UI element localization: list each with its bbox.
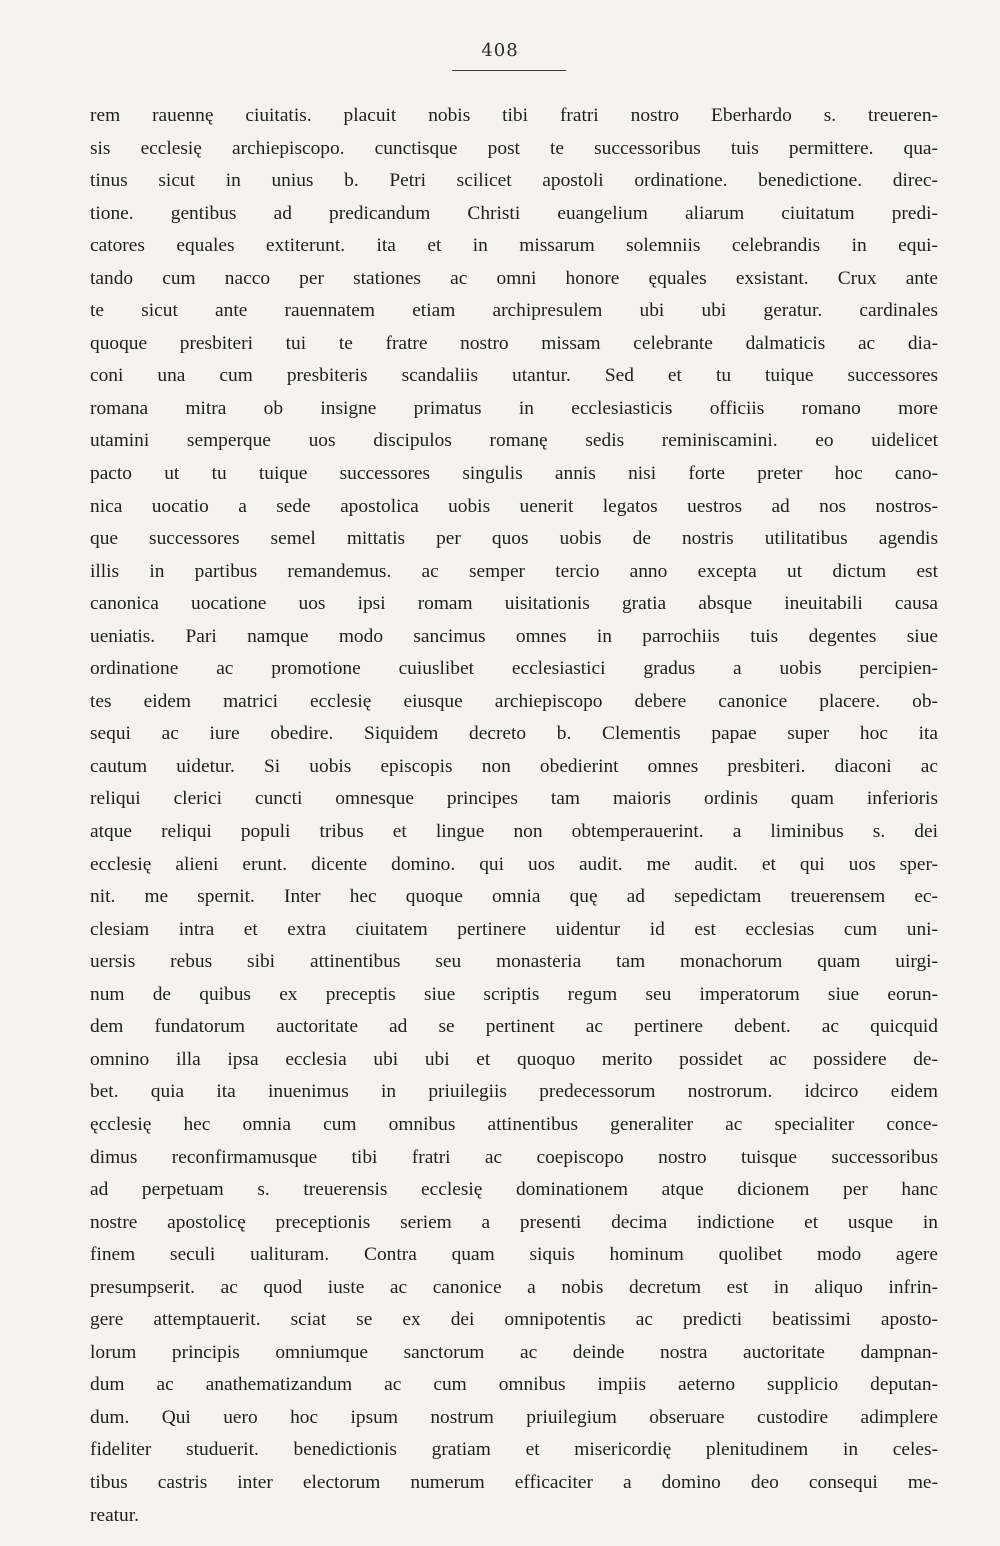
text-line: omnino illa ipsa ecclesia ubi ubi et quoquo merito possidet ac possidere de- <box>90 1048 938 1070</box>
text-line: quoque presbiteri tui te fratre nostro missam celebrante dalmaticis ac dia- <box>90 332 938 354</box>
text-line: num de quibus ex preceptis siue scriptis regum seu imperatorum siue eorun- <box>90 983 938 1005</box>
text-line: ecclesię alieni erunt. dicente domino. qui uos audit. me audit. et qui uos sper- <box>90 853 938 875</box>
text-line: gere attemptauerit. sciat se ex dei omnipotentis ac predicti beatissimi aposto- <box>90 1309 938 1331</box>
text-line: tando cum nacco per stationes ac omni honore ęquales exsistant. Crux ante <box>90 267 938 289</box>
text-line: bet. quia ita inuenimus in priuilegiis predecessorum nostrorum. idcirco eidem <box>90 1081 938 1103</box>
text-line: lorum principis omniumque sanctorum ac deinde nostra auctoritate dampnan- <box>90 1341 938 1363</box>
text-line: dum ac anathematizandum ac cum omnibus impiis aeterno supplicio deputan- <box>90 1374 938 1396</box>
text-line: te sicut ante rauennatem etiam archipresulem ubi ubi geratur. cardinales <box>90 300 938 322</box>
text-line: tinus sicut in unius b. Petri scilicet apostoli ordinatione. benedictione. direc- <box>90 170 938 192</box>
text-line: nica uocatio a sede apostolica uobis uenerit legatos uestros ad nos nostros- <box>90 495 938 517</box>
text-line: reliqui clerici cuncti omnesque principes tam maioris ordinis quam inferioris <box>90 788 938 810</box>
text-line: nit. me spernit. Inter hec quoque omnia quę ad sepedictam treuerensem ec- <box>90 886 938 908</box>
text-line: utamini semperque uos discipulos romanę sedis reminiscamini. eo uidelicet <box>90 430 938 452</box>
text-line: ęcclesię hec omnia cum omnibus attinentibus generaliter ac specialiter conce- <box>90 1113 938 1135</box>
text-line: tibus castris inter electorum numerum efficaciter a domino deo consequi me- <box>90 1471 938 1493</box>
text-line: uersis rebus sibi attinentibus seu monasteria tam monachorum quam uirgi- <box>90 951 938 973</box>
text-line: nostre apostolicę preceptionis seriem a presenti decima indictione et usque in <box>90 1211 938 1233</box>
text-line: clesiam intra et extra ciuitatem pertinere uidentur id est ecclesias cum uni- <box>90 918 938 940</box>
text-line: dimus reconfirmamusque tibi fratri ac coepiscopo nostro tuisque successoribus <box>90 1146 938 1168</box>
text-line: ueniatis. Pari namque modo sancimus omnes in parrochiis tuis degentes siue <box>90 625 938 647</box>
text-line: coni una cum presbiteris scandaliis utantur. Sed et tu tuique successores <box>90 365 938 387</box>
page-number: 408 <box>481 40 519 61</box>
text-line: ordinatione ac promotione cuiuslibet ecclesiastici gradus a uobis percipien- <box>90 658 938 680</box>
text-line: canonica uocatione uos ipsi romam uisitationis gratia absque ineuitabili causa <box>90 593 938 615</box>
text-line: rem rauennę ciuitatis. placuit nobis tibi fratri nostro Eberhardo s. treueren- <box>90 105 938 126</box>
header-rule <box>452 70 566 71</box>
text-line: sequi ac iure obedire. Siquidem decreto b. Clementis papae super hoc ita <box>90 723 938 745</box>
text-line: cautum uidetur. Si uobis episcopis non obedierint omnes presbiteri. diaconi ac <box>90 755 938 777</box>
text-line: dem fundatorum auctoritate ad se pertinent ac pertinere debent. ac quicquid <box>90 1016 938 1038</box>
text-line: finem seculi ualituram. Contra quam siquis hominum quolibet modo agere <box>90 1244 938 1266</box>
text-line: tes eidem matrici ecclesię eiusque archiepiscopo debere canonice placere. ob- <box>90 690 938 712</box>
text-line: illis in partibus remandemus. ac semper tercio anno excepta ut dictum est <box>90 560 938 582</box>
text-line: reatur. <box>90 1504 139 1526</box>
text-line: que successores semel mittatis per quos uobis de nostris utilitatibus agendis <box>90 528 938 550</box>
text-line: fideliter studuerit. benedictionis gratiam et misericordię plenitudinem in celes- <box>90 1439 938 1461</box>
text-line: catores equales extiterunt. ita et in missarum solemniis celebrandis in equi- <box>90 235 938 257</box>
text-line: tione. gentibus ad predicandum Christi euangelium aliarum ciuitatum predi- <box>90 202 938 224</box>
body-text <box>90 100 938 1532</box>
text-line: pacto ut tu tuique successores singulis annis nisi forte preter hoc cano- <box>90 463 938 485</box>
text-line: dum. Qui uero hoc ipsum nostrum priuilegium obseruare custodire adimplere <box>90 1406 938 1428</box>
text-line: romana mitra ob insigne primatus in ecclesiasticis officiis romano more <box>90 397 938 419</box>
text-line: ad perpetuam s. treuerensis ecclesię dominationem atque dicionem per hanc <box>90 1179 938 1201</box>
text-line: atque reliqui populi tribus et lingue non obtemperauerint. a liminibus s. dei <box>90 821 938 843</box>
text-line: presumpserit. ac quod iuste ac canonice a nobis decretum est in aliquo infrin- <box>90 1276 938 1298</box>
text-line: sis ecclesię archiepiscopo. cunctisque post te successoribus tuis permittere. qua- <box>90 137 938 159</box>
